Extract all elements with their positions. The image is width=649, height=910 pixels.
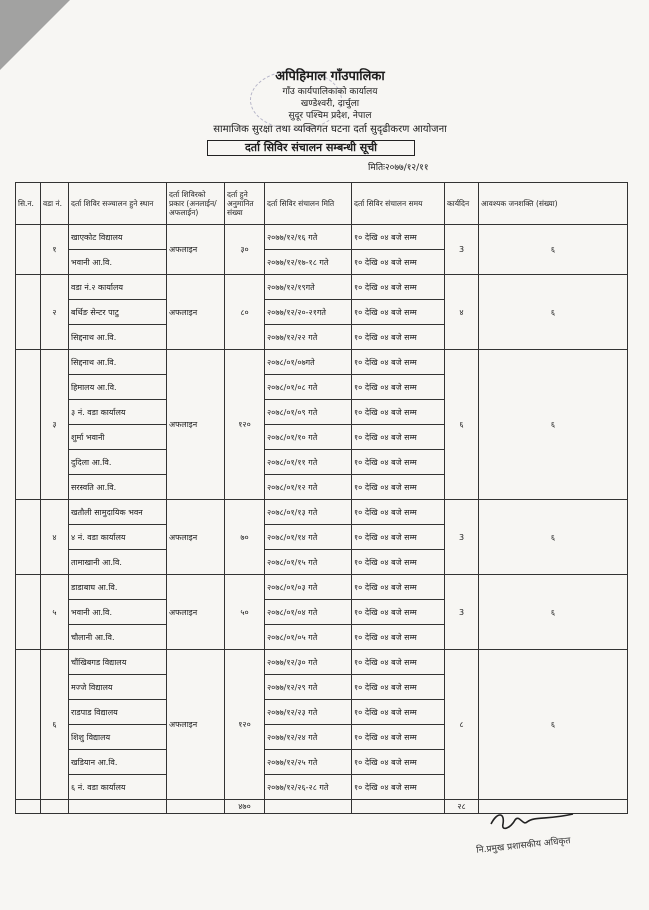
estimate-cell: ५० <box>225 575 265 650</box>
date-cell: २०७८/०१/०५ गते <box>265 625 352 650</box>
time-cell: १० देखि ०४ बजे सम्म <box>352 750 445 775</box>
place-cell: चौलानी आ.वि. <box>69 625 167 650</box>
type-cell: अफलाइन <box>167 500 225 575</box>
sn-cell <box>16 650 41 800</box>
estimate-cell: १२० <box>225 350 265 500</box>
place-cell: सिद्दनाथ आ.वि. <box>69 350 167 375</box>
type-cell: अफलाइन <box>167 575 225 650</box>
time-cell: १० देखि ०४ बजे सम्म <box>352 325 445 350</box>
estimate-cell: ७० <box>225 500 265 575</box>
date-cell: २०७८/०१/०९ गते <box>265 400 352 425</box>
time-cell: १० देखि ०४ बजे सम्म <box>352 400 445 425</box>
table-row <box>16 350 628 375</box>
col-ward: वडा नं. <box>41 183 69 225</box>
staff-cell: ६ <box>479 575 628 650</box>
time-cell: १० देखि ०४ बजे सम्म <box>352 300 445 325</box>
place-cell: खतौली सामुदायिक भवन <box>69 500 167 525</box>
place-cell: भवानी आ.वि. <box>69 250 167 275</box>
sn-cell <box>16 350 41 500</box>
time-cell: १० देखि ०४ बजे सम्म <box>352 450 445 475</box>
ward-cell: १ <box>41 225 69 275</box>
date-cell: २०७८/०१/०४ गते <box>265 600 352 625</box>
document-title: दर्ता सिविर संचालन सम्बन्धी सूची <box>207 140 415 156</box>
type-cell: अफलाइन <box>167 225 225 275</box>
place-cell: शिशु विद्यालय <box>69 725 167 750</box>
time-cell: १० देखि ०४ बजे सम्म <box>352 700 445 725</box>
col-time: दर्ता सिविर संचालन समय <box>352 183 445 225</box>
days-cell: 3 <box>445 225 479 275</box>
time-cell: १० देखि ०४ बजे सम्म <box>352 375 445 400</box>
ward-cell: ५ <box>41 575 69 650</box>
days-cell: 3 <box>445 575 479 650</box>
date-cell: २०७७/१२/२०-२१गते <box>265 300 352 325</box>
time-cell: १० देखि ०४ बजे सम्म <box>352 500 445 525</box>
time-cell: १० देखि ०४ बजे सम्म <box>352 625 445 650</box>
place-cell: खडियान आ.वि. <box>69 750 167 775</box>
time-cell: १० देखि ०४ बजे सम्म <box>352 475 445 500</box>
place-cell: सिद्दनाथ आ.वि. <box>69 325 167 350</box>
office-location: खण्डेश्वरी, दार्चुला <box>300 99 360 109</box>
place-cell: सरस्वति आ.वि. <box>69 475 167 500</box>
time-cell: १० देखि ०४ बजे सम्म <box>352 550 445 575</box>
ward-cell: २ <box>41 275 69 350</box>
col-date: दर्ता सिविर संचालन मिति <box>265 183 352 225</box>
place-cell: खाएकोट विद्यालय <box>69 225 167 250</box>
date-cell: २०७७/१२/२३ गते <box>265 700 352 725</box>
total-blank <box>41 800 69 814</box>
estimate-cell: ८० <box>225 275 265 350</box>
place-cell: राडपाड विद्यालय <box>69 700 167 725</box>
total-blank <box>265 800 352 814</box>
type-cell: अफलाइन <box>167 275 225 350</box>
place-cell: दुदिला आ.वि. <box>69 450 167 475</box>
staff-cell: ६ <box>479 225 628 275</box>
project-name: सामाजिक सुरक्षा तथा व्यक्तिगत घटना दर्ता सुदृढीकरण आयोजना <box>213 124 447 135</box>
page-corner-shadow <box>0 0 70 70</box>
place-cell: ४ नं. वडा कार्यालय <box>69 525 167 550</box>
total-blank <box>352 800 445 814</box>
place-cell: मज्जे विद्यालय <box>69 675 167 700</box>
total-blank <box>167 800 225 814</box>
time-cell: १० देखि ०४ बजे सम्म <box>352 350 445 375</box>
staff-cell: ६ <box>479 500 628 575</box>
signature-scribble <box>487 806 577 836</box>
col-estimate: दर्ता हुने अनुमानित संख्या <box>225 183 265 225</box>
place-cell: ३ नं. वडा कार्यालय <box>69 400 167 425</box>
col-type: दर्ता शिविरको प्रकार (अनलाईन/अफलाईन) <box>167 183 225 225</box>
table-row <box>16 575 628 600</box>
time-cell: १० देखि ०४ बजे सम्म <box>352 600 445 625</box>
time-cell: १० देखि ०४ बजे सम्म <box>352 650 445 675</box>
date-cell: २०७७/१२/२२ गते <box>265 325 352 350</box>
table-header-row <box>16 183 628 225</box>
date-cell: २०७७/१२/२९ गते <box>265 675 352 700</box>
place-cell: भवानी आ.वि. <box>69 600 167 625</box>
date-cell: २०७८/०१/१४ गते <box>265 525 352 550</box>
date-cell: २०७८/०१/१५ गते <box>265 550 352 575</box>
table-row <box>16 650 628 675</box>
table-row <box>16 225 628 250</box>
time-cell: १० देखि ०४ बजे सम्म <box>352 250 445 275</box>
days-cell: ४ <box>445 275 479 350</box>
municipality-name: अपिहिमाल गाँउपालिका <box>275 69 385 84</box>
date-cell: २०७८/०१/१३ गते <box>265 500 352 525</box>
date-cell: २०७७/१२/१९गते <box>265 275 352 300</box>
staff-cell: ६ <box>479 650 628 800</box>
col-days: कार्यदिन <box>445 183 479 225</box>
sn-cell <box>16 575 41 650</box>
sn-cell <box>16 500 41 575</box>
time-cell: १० देखि ०४ बजे सम्म <box>352 225 445 250</box>
date-cell: २०७८/०१/११ गते <box>265 450 352 475</box>
time-cell: १० देखि ०४ बजे सम्म <box>352 775 445 800</box>
signatory-title: नि.प्रमुख प्रशासकीय अधिकृत <box>475 836 572 856</box>
place-cell: डाडाबाघ आ.वि. <box>69 575 167 600</box>
date-cell: २०७८/०१/०३ गते <box>265 575 352 600</box>
date-cell: २०७७/१२/२५ गते <box>265 750 352 775</box>
table-row <box>16 275 628 300</box>
date-cell: २०७७/१२/२६-२८ गते <box>265 775 352 800</box>
document-date: मितिः२०७७/१२/११ <box>368 163 429 173</box>
time-cell: १० देखि ०४ बजे सम्म <box>352 725 445 750</box>
table-row <box>16 500 628 525</box>
ward-cell: ३ <box>41 350 69 500</box>
time-cell: १० देखि ०४ बजे सम्म <box>352 425 445 450</box>
col-staff: आवश्यक जनशक्ति (संख्या) <box>479 183 628 225</box>
date-cell: २०७८/०१/०८ गते <box>265 375 352 400</box>
type-cell: अफलाइन <box>167 650 225 800</box>
camp-schedule-table <box>15 182 628 814</box>
total-blank <box>69 800 167 814</box>
total-days: २८ <box>445 800 479 814</box>
estimate-cell: ३० <box>225 225 265 275</box>
sn-cell <box>16 275 41 350</box>
col-sn: सि.न. <box>16 183 41 225</box>
total-estimate: ४७० <box>225 800 265 814</box>
time-cell: १० देखि ०४ बजे सम्म <box>352 575 445 600</box>
time-cell: १० देखि ०४ बजे सम्म <box>352 525 445 550</box>
date-cell: २०७७/१२/३० गते <box>265 650 352 675</box>
place-cell: वडा नं.२ कार्यालय <box>69 275 167 300</box>
province-name: सुदूर पश्चिम प्रदेश, नेपाल <box>288 111 372 121</box>
place-cell: चौंखिबगड विद्यालय <box>69 650 167 675</box>
date-cell: २०७८/०१/१२ गते <box>265 475 352 500</box>
place-cell: ६ नं. वडा कार्यालय <box>69 775 167 800</box>
col-place: दर्ता शिविर सञ्चालन हुने स्थान <box>69 183 167 225</box>
days-cell: ६ <box>445 350 479 500</box>
place-cell: तामाखानी आ.वि. <box>69 550 167 575</box>
place-cell: शुर्मा भवानी <box>69 425 167 450</box>
sn-cell <box>16 225 41 275</box>
total-blank <box>16 800 41 814</box>
date-cell: २०७७/१२/१६ गते <box>265 225 352 250</box>
time-cell: १० देखि ०४ बजे सम्म <box>352 275 445 300</box>
time-cell: १० देखि ०४ बजे सम्म <box>352 675 445 700</box>
office-name: गाँउ कार्यपालिकाको कार्यालय <box>282 87 378 97</box>
days-cell: 3 <box>445 500 479 575</box>
staff-cell: ६ <box>479 275 628 350</box>
ward-cell: ४ <box>41 500 69 575</box>
staff-cell: ६ <box>479 350 628 500</box>
date-cell: २०७८/०१/०७गते <box>265 350 352 375</box>
date-cell: २०७७/१२/२४ गते <box>265 725 352 750</box>
place-cell: बर्थिङ सेन्टर पाटु <box>69 300 167 325</box>
days-cell: ८ <box>445 650 479 800</box>
type-cell: अफलाइन <box>167 350 225 500</box>
estimate-cell: १२० <box>225 650 265 800</box>
date-cell: २०७८/०१/१० गते <box>265 425 352 450</box>
ward-cell: ६ <box>41 650 69 800</box>
date-cell: २०७७/१२/१७-१८ गते <box>265 250 352 275</box>
place-cell: हिमालय आ.वि. <box>69 375 167 400</box>
